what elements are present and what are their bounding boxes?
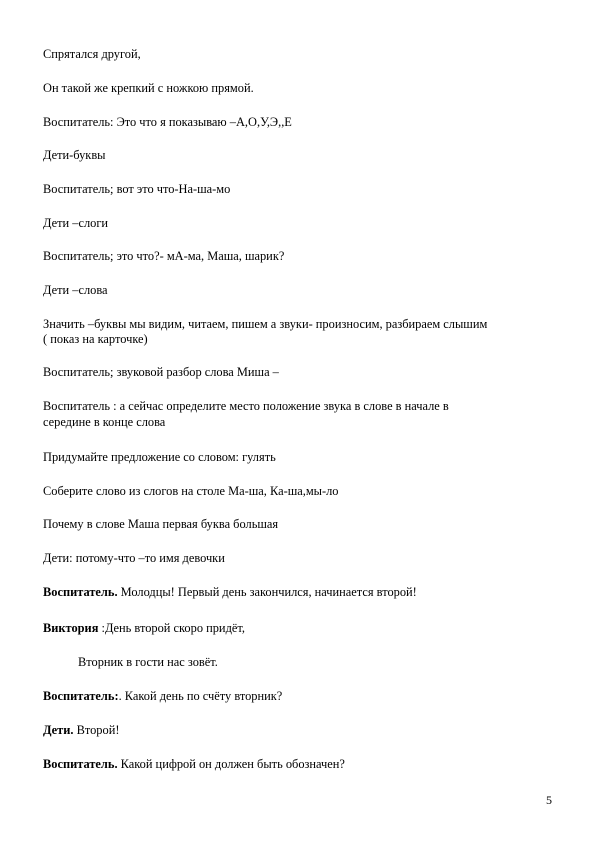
text-line: середине в конце слова [43,415,166,429]
text-line: Воспитатель; это что?- мА-ма, Маша, шарик? [43,249,285,263]
speaker-name: Дети. [43,723,74,737]
dialog-text: Вторник в гости нас зовёт. [78,655,218,669]
text-line: Он такой же крепкий с ножкою прямой. [43,81,254,95]
dialog-text: Второй! [73,723,120,737]
dialog-line [78,655,218,670]
text-line: Дети –слова [43,283,108,297]
speaker-name: Воспитатель. [43,757,118,771]
text-line: Спрятался другой, [43,47,141,61]
dialog-text: Молодцы! Первый день закончился, начинается второй! [117,585,417,599]
text-line: Воспитатель: Это что я показываю –А,О,У,Э,,Е [43,115,292,129]
text-line: ( показ на карточке) [43,332,148,346]
text-line: Соберите слово из слогов на столе Ма-ша, Ка-ша,мы-ло [43,484,339,498]
text-line: Воспитатель; звуковой разбор слова Миша – [43,365,279,379]
text-line: Дети-буквы [43,148,106,162]
dialog-line [43,689,282,704]
dialog-text: Какой цифрой он должен быть обозначен? [117,757,345,771]
dialog-line [43,723,119,738]
text-line: Дети: потому-что –то имя девочки [43,551,225,565]
page-number: 5 [546,793,552,807]
speaker-name: Воспитатель: [43,689,119,703]
dialog-text: . Какой день по счёту вторник? [118,689,283,703]
text-line: Воспитатель; вот это что-На-ша-мо [43,182,231,196]
dialog-line [43,585,417,600]
text-line: Воспитатель : а сейчас определите место положение звука в слове в начале в [43,399,449,413]
dialog-line [43,757,345,772]
text-line: Дети –слоги [43,216,109,230]
text-line: Придумайте предложение со словом: гулять [43,450,276,464]
dialog-text: :День второй скоро придёт, [98,621,245,635]
speaker-name: Виктория [43,621,99,635]
text-line: Значить –буквы мы видим, читаем, пишем а звуки- произносим, разбираем слышим [43,317,488,331]
speaker-name: Воспитатель. [43,585,118,599]
text-line: Почему в слове Маша первая буква большая [43,517,279,531]
dialog-line [43,621,245,636]
